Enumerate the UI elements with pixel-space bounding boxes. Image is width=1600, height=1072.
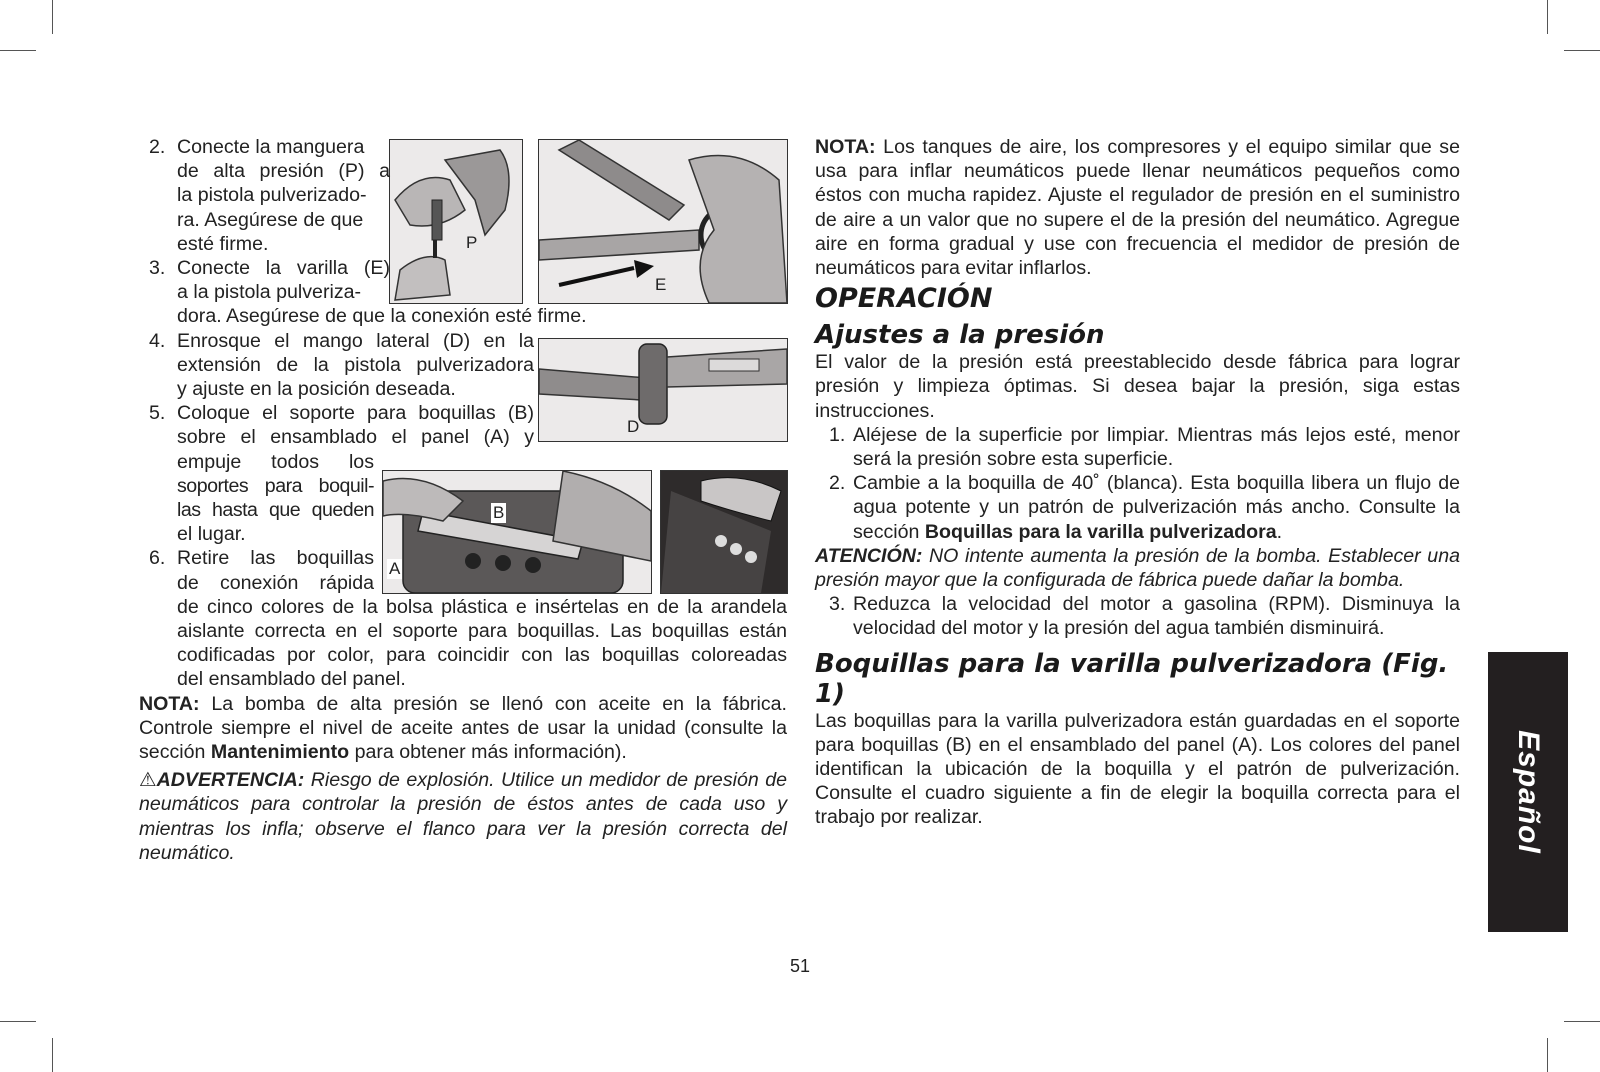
step-2 — [139, 135, 787, 256]
crop-mark — [1547, 1038, 1548, 1072]
subsection-heading: Ajustes a la presión — [815, 320, 1105, 351]
language-tab-label: Español — [1512, 730, 1545, 854]
item-number: 2. — [829, 472, 846, 495]
nota-label: NOTA: — [815, 136, 876, 158]
page-number: 51 — [789, 956, 811, 976]
nota-paragraph — [815, 135, 1460, 280]
text-line: el lugar. — [177, 523, 246, 546]
label-P: P — [466, 233, 478, 252]
instruction-2 — [815, 471, 1460, 544]
item-bold: Boquillas para la varilla pulverizadora — [924, 520, 1277, 543]
left-column — [139, 135, 787, 865]
text-line: ra. Asegúrese de que — [177, 208, 364, 231]
text-line: aislante correcta en el soporte para boquillas. Las boquillas están — [177, 620, 787, 643]
intro-paragraph: El valor de la presión está preestablecido desde fábrica para lograr presión y limpieza óptimas. Si desea bajar la presión, siga estas instrucciones. — [815, 351, 1460, 422]
text-line: del ensamblado del panel. — [177, 668, 406, 691]
advertencia-paragraph — [139, 768, 787, 865]
text-line: Enrosque el mango lateral (D) en la — [177, 329, 534, 352]
text-line: sobre el ensamblado el panel (A) y — [177, 426, 534, 449]
crop-mark — [52, 1038, 53, 1072]
nota-text: para obtener más información). — [349, 741, 627, 764]
step-number: 5. — [149, 402, 166, 425]
boquillas-paragraph: Las boquillas para la varilla pulverizadora están guardadas en el soporte para boquillas (B) en el ensamblado del panel (A). Los colores del panel identifican la ubicación de la boquilla y el patrón de pulverización. Consulte el cuadro siguiente a fin de elegir la boquilla correcta para el trabajo por realizar. — [815, 709, 1460, 829]
text-line: empuje todos los — [177, 450, 374, 473]
text-line: a la pistola pulveriza- — [177, 281, 362, 304]
text-line: de cinco colores de la bolsa plástica e insértelas en de la arandela — [177, 595, 787, 618]
instruction-1 — [815, 423, 1460, 471]
text-line: la pistola pulverizado- — [177, 184, 367, 207]
nota-label: NOTA: — [139, 692, 200, 715]
crop-mark — [0, 1021, 36, 1022]
atencion-label: ATENCIÓN: — [815, 544, 923, 567]
text-line: codificadas por color, para coincidir con las boquillas coloreadas — [177, 644, 787, 667]
nota-text: Los tanques de aire, los compresores y el equipo similar que se usa para inflar neumáticos puede llenar neumáticos pequeños como éstos con mucha rapidez. Ajuste el regulador de presión en el suministro de aire a un valor que no supere el de la presión del neumático. Agregue aire en forma gradual y use con frecuencia el medidor de presión de neumáticos para evitar inflarlos. — [815, 136, 1460, 280]
language-tab — [1488, 652, 1568, 932]
text-line: Conecte la varilla (E) — [177, 257, 390, 280]
item-text: Aléjese de la superficie por limpiar. Mientras más lejos esté, menor será la presión sobre esta superficie. — [853, 423, 1460, 471]
crop-mark — [1564, 50, 1600, 51]
crop-mark — [0, 50, 36, 51]
step-6 — [139, 546, 787, 691]
text-line: dora. Asegúrese de que la conexión esté firme. — [177, 305, 587, 328]
atencion-text: NO intente aumenta la presión de la bomba. Establecer una presión mayor que la configurada de fábrica puede dañar la bomba. — [815, 544, 1460, 592]
label-B: B — [493, 503, 505, 522]
item-number: 1. — [829, 423, 846, 446]
text-line: las hasta que queden — [177, 499, 374, 522]
step-number: 2. — [149, 136, 166, 158]
nota-paragraph — [139, 692, 787, 765]
item-text: Reduzca la velocidad del motor a gasolina (RPM). Disminuya la velocidad del motor y la presión del agua también disminuirá. — [853, 593, 1460, 640]
label-D: D — [627, 417, 640, 436]
atencion-paragraph — [815, 544, 1460, 592]
text-line: extensión de la pistola pulverizadora — [177, 353, 534, 376]
item-number: 3. — [829, 593, 846, 616]
text-line: y ajuste en la posición deseada. — [177, 378, 456, 401]
text-line: soportes para boquil- — [177, 474, 374, 497]
instruction-3 — [815, 592, 1460, 640]
advertencia-text: Riesgo de explosión. Utilice un medidor de presión de neumáticos para controlar la presión de éstos antes de cada uso y mientras los infla; observe el flanco para ver la presión correcta del neumático. — [139, 769, 787, 864]
crop-mark — [1547, 0, 1548, 34]
step-4 — [139, 329, 787, 402]
step-number: 4. — [149, 329, 166, 352]
text-line: de conexión rápida — [177, 571, 374, 594]
label-E: E — [655, 275, 667, 294]
step-3 — [139, 256, 787, 329]
crop-mark — [1564, 1021, 1600, 1022]
text-line: Coloque el soporte para boquillas (B) — [177, 402, 534, 425]
step-number: 3. — [149, 257, 166, 280]
item-text: . — [1276, 520, 1283, 543]
right-column — [815, 135, 1460, 830]
subsection-heading: Boquillas para la varilla pulverizadora (Fig. 1) — [815, 648, 1449, 709]
text-line: Conecte la manguera — [177, 136, 365, 158]
label-A: A — [389, 559, 401, 578]
crop-mark — [52, 0, 53, 34]
nota-text: La bomba de alta presión se llenó con aceite en la fábrica. Controle siempre el nivel de aceite antes de usar la unidad (consulte la sección — [139, 692, 787, 764]
advertencia-label: ADVERTENCIA: — [156, 769, 305, 792]
step-number: 6. — [149, 547, 166, 570]
text-line: Retire las boquillas — [177, 547, 374, 570]
text-line: de alta presión (P) a — [177, 160, 390, 183]
item-text: Cambie a la boquilla de 40˚ (blanca). Esta boquilla libera un flujo de agua potente y un patrón de pulverización más ancho. Consulte la sección — [853, 472, 1460, 543]
text-line: esté firme. — [177, 232, 269, 255]
warning-icon: ⚠ — [139, 769, 157, 792]
step-5 — [139, 401, 787, 546]
section-heading: OPERACIÓN — [815, 283, 993, 315]
nota-bold: Mantenimiento — [210, 741, 350, 764]
